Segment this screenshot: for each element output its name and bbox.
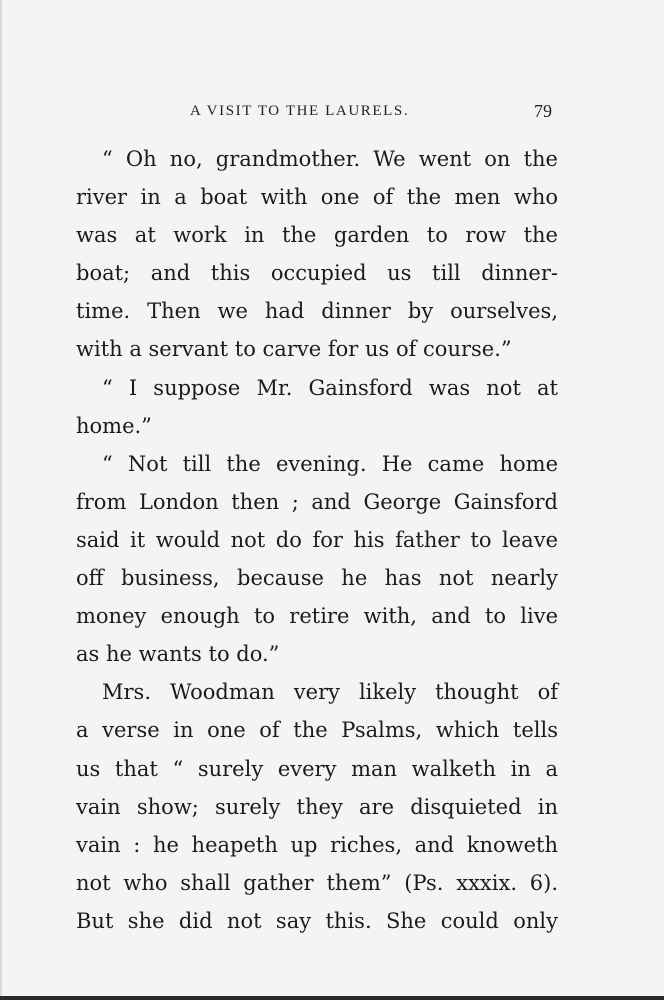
text-line: from London then ; and George Gainsford <box>76 489 558 514</box>
text-line: “ I suppose Mr. Gainsford was not at <box>102 375 558 400</box>
text-line: said it would not do for his father to leave <box>76 527 558 552</box>
text-line: “ Not till the evening. He came home <box>102 451 558 476</box>
page-number: 79 <box>534 101 552 121</box>
text-line: was at work in the garden to row the <box>76 223 558 248</box>
text-line: But she did not say this. She could only <box>76 908 558 933</box>
text-line: river in a boat with one of the men who <box>76 185 558 210</box>
text-line: boat; and this occupied us till dinner- <box>76 261 558 286</box>
text-line: money enough to retire with, and to live <box>76 604 558 629</box>
page-side-shadow <box>0 0 2 1000</box>
text-line: as he wants to do.” <box>76 642 280 667</box>
text-line: off business, because he has not nearly <box>76 566 558 591</box>
text-line: Mrs. Woodman very likely thought of <box>102 680 558 705</box>
text-line: vain show; surely they are disquieted in <box>76 794 558 819</box>
text-line: “ Oh no, grandmother. We went on the <box>102 147 558 171</box>
page-bottom-edge <box>0 996 664 1000</box>
text-line: time. Then we had dinner by ourselves, <box>76 299 558 324</box>
text-line: vain : he heapeth up riches, and knoweth <box>76 832 558 857</box>
running-head <box>0 103 664 127</box>
running-head-title: A VISIT TO THE LAURELS. <box>190 103 410 119</box>
body-text <box>76 140 558 940</box>
text-line: home.” <box>76 413 152 438</box>
text-line: a verse in one of the Psalms, which tells <box>76 718 558 743</box>
text-line: not who shall gather them” (Ps. xxxix. 6). <box>76 870 558 895</box>
text-line: with a servant to carve for us of course.” <box>76 337 512 362</box>
text-line: us that “ surely every man walketh in a <box>76 756 558 781</box>
